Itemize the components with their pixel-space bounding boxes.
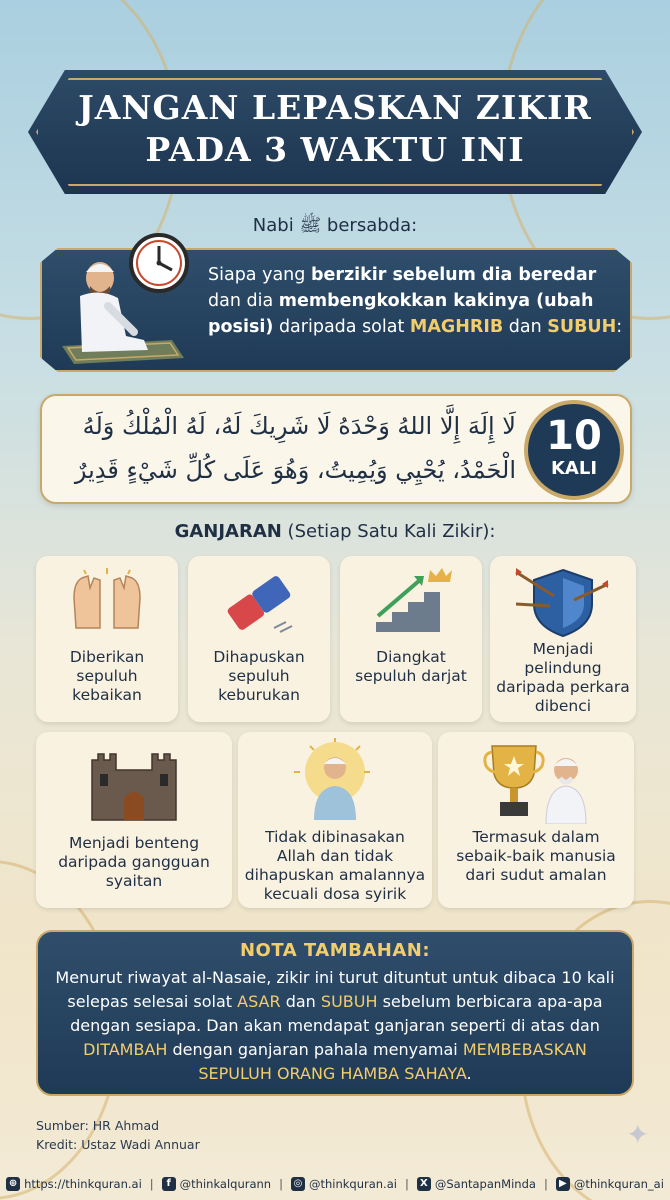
footer-instagram[interactable]: ◎ @thinkquran.ai bbox=[291, 1177, 397, 1191]
footer-separator: | bbox=[279, 1177, 283, 1191]
footer-separator: | bbox=[149, 1177, 154, 1191]
eraser-icon bbox=[216, 568, 302, 638]
bersabda-text: bersabda: bbox=[321, 215, 418, 236]
nota-title: NOTA TAMBAHAN: bbox=[239, 940, 431, 961]
footer-separator: | bbox=[543, 1177, 548, 1191]
clock-icon bbox=[128, 232, 190, 294]
footer-youtube[interactable]: ▶ @thinkquran_ai bbox=[556, 1177, 664, 1191]
arabic-line-2: الْحَمْدُ، يُحْيِي وَيُمِيتُ، وَهُوَ عَلَى كُلِّ شَيْءٍ قَدِيرٌ bbox=[74, 456, 516, 484]
reward-card bbox=[36, 556, 178, 722]
facebook-icon: f bbox=[162, 1177, 176, 1191]
kali-badge bbox=[524, 400, 624, 500]
asar-highlight: ASAR bbox=[237, 992, 281, 1011]
x-icon: X bbox=[417, 1177, 431, 1191]
hamba-sahaya-highlight: MEMBEBASKAN SEPULUH ORANG HAMBA SAHAYA bbox=[198, 1040, 587, 1083]
subuh-highlight: SUBUH bbox=[320, 992, 378, 1011]
youtube-icon: ▶ bbox=[556, 1177, 570, 1191]
footer-social-bar bbox=[0, 1168, 670, 1200]
ditambah-highlight: DITAMBAH bbox=[83, 1040, 168, 1059]
instagram-icon: ◎ bbox=[291, 1177, 305, 1191]
reward-text: Menjadi pelindung daripada perkara dibenci bbox=[496, 640, 630, 715]
reward-text: Dihapuskan sepuluh keburukan bbox=[213, 648, 305, 704]
footer-separator: | bbox=[404, 1177, 409, 1191]
reward-text: Diangkat sepuluh darjat bbox=[355, 648, 467, 685]
shield-arrows-icon bbox=[514, 564, 612, 640]
source-sumber: Sumber: HR Ahmad bbox=[36, 1118, 160, 1133]
reward-card bbox=[340, 556, 482, 722]
reward-text: Diberikan sepuluh kebaikan bbox=[69, 648, 145, 704]
trophy-person-icon bbox=[482, 740, 592, 824]
arabic-line-1: لَا إِلَهَ إِلَّا اللهُ وَحْدَهُ لَا شَرِيكَ لَهُ، لَهُ الْمُلْكُ وَلَهُ bbox=[82, 412, 516, 440]
nota-body: Menurut riwayat al-Nasaie, zikir ini turut dituntut untuk dibaca 10 kali selepas selesai solat ASAR dan SUBUH sebelum berbicara apa-apa dengan sesiapa. Dan akan mendapat ganjaran seperti di atas dan DITAMBAH dengan ganjaran pahala menyamai MEMBEBASKAN SEPULUH ORANG HAMBA SAHAYA. bbox=[55, 968, 615, 1083]
sparkle-icon: ✦ bbox=[626, 1118, 650, 1151]
reward-text: Tidak dibinasakan Allah dan tidak dihapuskan amalannya kecuali dosa syirik bbox=[244, 828, 426, 903]
reward-text: Termasuk dalam sebaik-baik manusia dari sudut amalan bbox=[456, 828, 616, 884]
ganjaran-heading: GANJARAN (Setiap Satu Kali Zikir): bbox=[174, 521, 496, 542]
fortress-icon bbox=[86, 740, 182, 822]
page-title-line-1: JANGAN LEPASKAN ZIKIR bbox=[78, 88, 592, 127]
praying-hands-icon bbox=[66, 568, 148, 634]
footer-website[interactable]: ⊕ https://thinkquran.ai bbox=[6, 1177, 142, 1191]
hadith-text: Siapa yang berzikir sebelum dia beredar dan dia membengkokkan kakinya (ubah posisi) daripada solat MAGHRIB dan SUBUH: bbox=[208, 265, 623, 337]
globe-icon: ⊕ bbox=[6, 1177, 20, 1191]
arabic-zikir-text bbox=[56, 404, 516, 492]
stairs-crown-icon bbox=[370, 566, 454, 638]
source-kredit: Kredit: Ustaz Wadi Annuar bbox=[36, 1137, 200, 1152]
kali-number: 10 bbox=[546, 413, 602, 459]
maghrib-highlight: MAGHRIB bbox=[409, 317, 504, 337]
reward-card bbox=[490, 556, 636, 722]
subuh-highlight: SUBUH bbox=[547, 317, 617, 337]
person-halo-icon bbox=[294, 738, 376, 822]
footer-x[interactable]: X @SantapanMinda bbox=[417, 1177, 536, 1191]
footer-facebook[interactable]: f @thinkalqurann bbox=[162, 1177, 271, 1191]
reward-text: Menjadi benteng daripada gangguan syaitan bbox=[58, 834, 210, 890]
nabi-text: Nabi bbox=[252, 215, 300, 236]
honorific-glyph: ﷺ bbox=[299, 215, 322, 236]
reward-card bbox=[238, 732, 432, 908]
page-title-line-2: PADA 3 WAKTU INI bbox=[145, 130, 525, 169]
reward-card bbox=[188, 556, 330, 722]
kali-word: KALI bbox=[550, 458, 598, 479]
reward-card bbox=[438, 732, 634, 908]
reward-card bbox=[36, 732, 232, 908]
